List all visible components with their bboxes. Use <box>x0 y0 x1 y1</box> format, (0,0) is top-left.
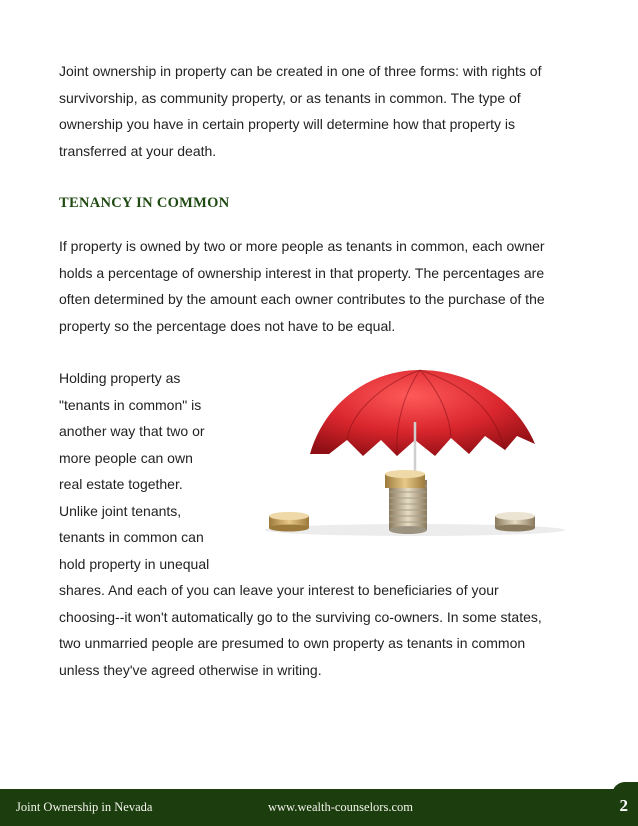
text-line: real estate together. <box>59 476 183 492</box>
text-line: more people can own <box>59 449 193 466</box>
text-line: unless they've agreed otherwise in writing. <box>59 661 322 678</box>
text-line: often determined by the amount each owner contributes to the purchase of the <box>59 291 545 307</box>
text-line: Joint ownership in property can be created in one of three forms: with rights of <box>59 63 542 79</box>
text-line: choosing--it won't automatically go to the surviving co-owners. In some states, <box>59 608 542 625</box>
footer-website: www.wealth-counselors.com <box>268 800 413 814</box>
text-line: Unlike joint tenants, <box>59 502 182 519</box>
text-line: two unmarried people are presumed to own property as tenants in common <box>59 635 526 651</box>
page-footer <box>0 789 638 826</box>
coin-stack-main <box>385 470 427 534</box>
umbrella-canopy <box>310 370 535 456</box>
footer-document-title: Joint Ownership in Nevada <box>16 800 153 814</box>
tenancy-paragraph-1 <box>59 233 589 339</box>
text-line: If property is owned by two or more people as tenants in common, each owner <box>59 238 545 254</box>
section-heading: TENANCY IN COMMON <box>59 195 230 211</box>
text-line: shares. And each of you can leave your interest to beneficiaries of your <box>59 582 499 598</box>
text-line: hold property in unequal <box>59 555 210 572</box>
text-line: ownership you have in certain property will determine how that property is <box>59 116 516 132</box>
text-line: property so the percentage does not have to be equal. <box>59 317 396 334</box>
text-line: "tenants in common" is <box>59 396 202 413</box>
text-line: tenants in common can <box>59 529 204 545</box>
text-line: transferred at your death. <box>59 142 217 159</box>
text-line: Holding property as <box>59 370 181 386</box>
coin-pile-right <box>495 512 535 532</box>
text-line: holds a percentage of ownership interest in that property. The percentages are <box>59 264 545 281</box>
coin-pile-left <box>269 512 309 532</box>
intro-paragraph <box>59 58 589 164</box>
umbrella-over-coins-icon <box>255 362 575 542</box>
page-number: 2 <box>619 796 628 815</box>
text-line: another way that two or <box>59 423 205 439</box>
text-line: survivorship, as community property, or as tenants in common. The type of <box>59 89 521 106</box>
